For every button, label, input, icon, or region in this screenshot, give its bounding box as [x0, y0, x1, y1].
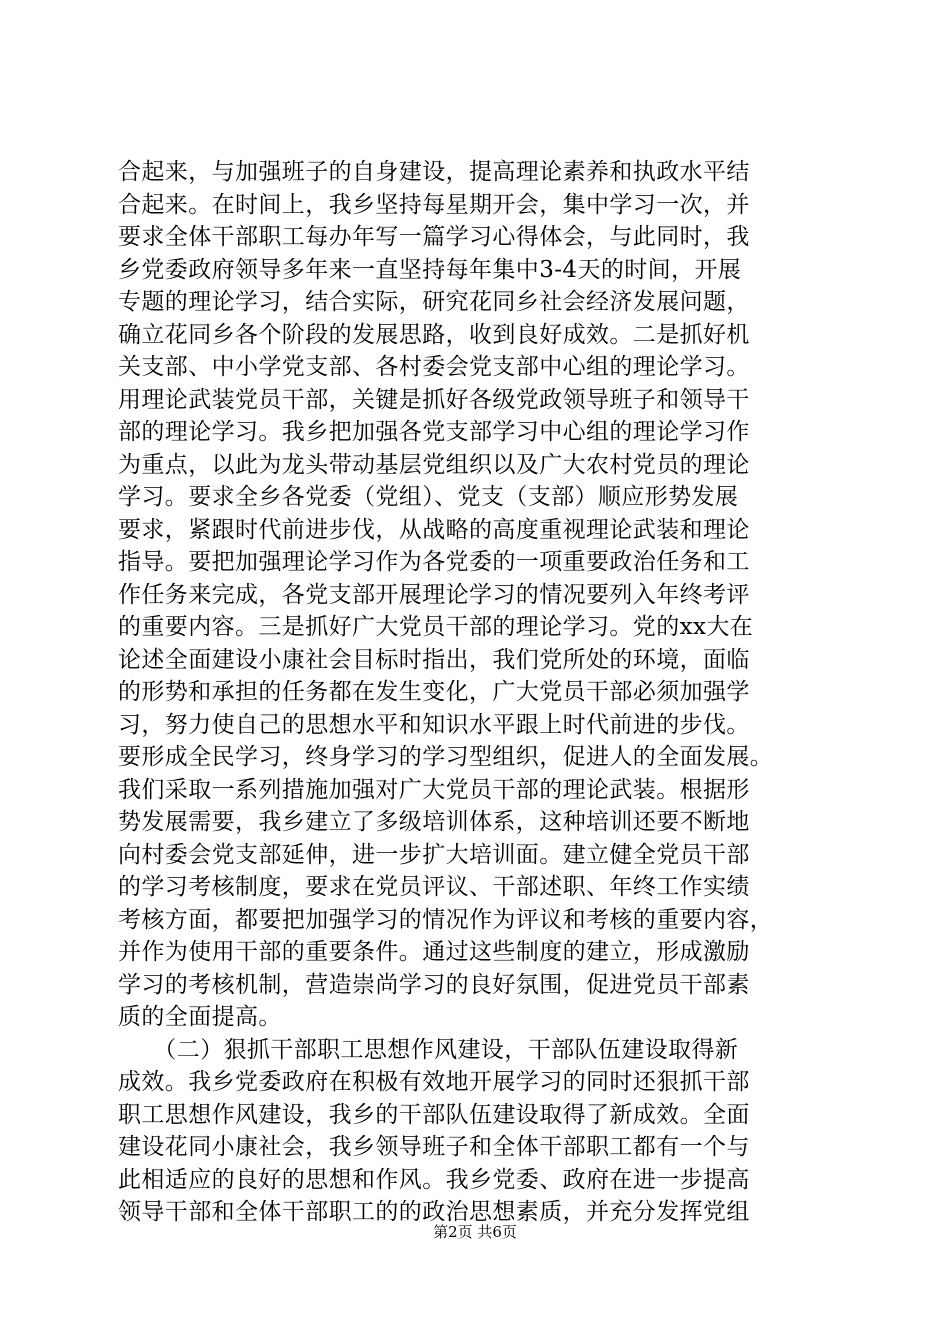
page-footer: 第2页 共6页 — [433, 1223, 517, 1241]
body-text-line: 学习。要求全乡各党委（党组）、党支（支部）顺应形势发展 — [118, 484, 739, 510]
body-text-line: 领导干部和全体干部职工的的政治思想素质，并充分发挥党组 — [118, 1199, 750, 1225]
body-text-line: 成效。我乡党委政府在积极有效地开展学习的同时还狠抓干部 — [118, 1069, 750, 1095]
body-text-line: 的形势和承担的任务都在发生变化，广大党员干部必须加强学 — [118, 679, 750, 705]
body-text-line: 关支部、中小学党支部、各村委会党支部中心组的理论学习。 — [118, 354, 750, 380]
body-text-line: 合起来，与加强班子的自身建设，提高理论素养和执政水平结 — [118, 159, 750, 185]
body-text-line: 为重点，以此为龙头带动基层党组织以及广大农村党员的理论 — [118, 451, 750, 478]
body-text-line: 并作为使用干部的重要条件。通过这些制度的建立，形成激励 — [118, 939, 750, 965]
body-text-line: 职工思想作风建设，我乡的干部队伍建设取得了新成效。全面 — [118, 1101, 750, 1128]
body-text-line: 向村委会党支部延伸，进一步扩大培训面。建立健全党员干部 — [118, 841, 750, 868]
body-text-line: 乡党委政府领导多年来一直坚持每年集中3-4天的时间，开展 — [118, 256, 742, 283]
body-text-line: 考核方面，都要把加强学习的情况作为评议和考核的重要内容， — [118, 906, 774, 933]
body-text-line: 要形成全民学习，终身学习的学习型组织，促进人的全面发展。 — [118, 744, 774, 770]
body-text-line: 的重要内容。三是抓好广大党员干部的理论学习。党的xx大在 — [118, 614, 754, 640]
document-body — [118, 156, 838, 1229]
body-text-line: 作任务来完成，各党支部开展理论学习的情况要列入年终考评 — [118, 581, 750, 608]
body-text-line: 建设花同小康社会，我乡领导班子和全体干部职工都有一个与 — [118, 1134, 750, 1160]
body-text-line: 指导。要把加强理论学习作为各党委的一项重要政治任务和工 — [118, 549, 750, 575]
body-text-line: 专题的理论学习，结合实际，研究花同乡社会经济发展问题， — [118, 289, 750, 315]
body-text-line: 的学习考核制度，要求在党员评议、干部述职、年终工作实绩 — [118, 874, 750, 900]
body-text-line: 我们采取一系列措施加强对广大党员干部的理论武装。根据形 — [118, 776, 750, 803]
body-text-line: 质的全面提高。 — [118, 1004, 282, 1030]
body-text-line: 确立花同乡各个阶段的发展思路，收到良好成效。二是抓好机 — [118, 321, 750, 348]
body-text-line: 用理论武装党员干部，关键是抓好各级党政领导班子和领导干 — [118, 386, 750, 413]
body-text-line: 合起来。在时间上，我乡坚持每星期开会，集中学习一次，并 — [118, 191, 750, 218]
body-text-line: （二）狠抓干部职工思想作风建设，干部队伍建设取得新 — [118, 1036, 739, 1063]
body-text-line: 论述全面建设小康社会目标时指出，我们党所处的环境，面临 — [118, 646, 750, 673]
body-text-line: 习，努力使自己的思想水平和知识水平跟上时代前进的步伐。 — [118, 711, 750, 738]
body-text-line: 要求全体干部职工每办年写一篇学习心得体会，与此同时，我 — [118, 224, 750, 250]
body-text-line: 要求，紧跟时代前进步伐，从战略的高度重视理论武装和理论 — [118, 516, 750, 543]
body-text-line: 势发展需要，我乡建立了多级培训体系，这种培训还要不断地 — [118, 809, 750, 835]
body-text-line: 学习的考核机制，营造崇尚学习的良好氛围，促进党员干部素 — [118, 971, 750, 998]
body-text-line: 部的理论学习。我乡把加强各党支部学习中心组的理论学习作 — [118, 419, 750, 445]
body-text-line: 此相适应的良好的思想和作风。我乡党委、政府在进一步提高 — [118, 1166, 750, 1193]
